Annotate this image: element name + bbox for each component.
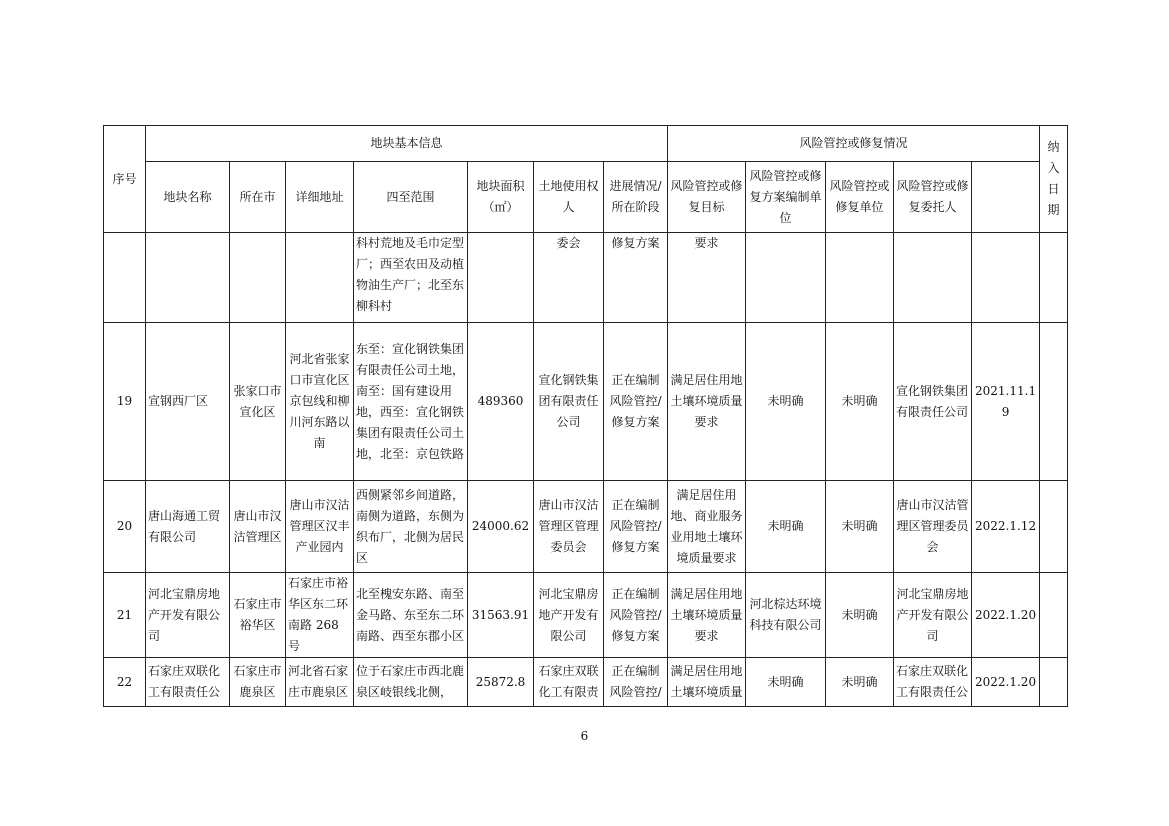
- cell-entrustor: [894, 233, 972, 323]
- cell-executor: 未明确: [826, 658, 894, 707]
- header-boundary: 四至范围: [354, 162, 468, 233]
- cell-city: [230, 233, 286, 323]
- header-included-date: 纳入日期: [1040, 126, 1068, 233]
- header-plan-unit: 风险管控或修复方案编制单位: [746, 162, 826, 233]
- cell-boundary: 北至槐安东路、南至金马路、东至东二环南路、西至东郡小区: [354, 573, 468, 658]
- cell-date: 2022.1.12: [972, 481, 1040, 573]
- header-address: 详细地址: [286, 162, 354, 233]
- header-executor: 风险管控或修复单位: [826, 162, 894, 233]
- cell-remark: [1040, 481, 1068, 573]
- cell-entrustor: 河北宝鼎房地产开发有限公司: [894, 573, 972, 658]
- header-target: 风险管控或修复目标: [668, 162, 746, 233]
- cell-city: 石家庄市鹿泉区: [230, 658, 286, 707]
- header-group-basic: 地块基本信息: [146, 126, 668, 162]
- header-entrustor: 风险管控或修复委托人: [894, 162, 972, 233]
- cell-boundary: 科村荒地及毛巾定型厂；西至农田及动植物油生产厂；北至东柳科村: [354, 233, 468, 323]
- cell-executor: 未明确: [826, 323, 894, 481]
- table-row: [104, 323, 1068, 481]
- cell-target: 满足居住用地土壤环境质量要求: [668, 323, 746, 481]
- cell-entrustor: 宣化钢铁集团有限责任公司: [894, 323, 972, 481]
- cell-remark: [1040, 573, 1068, 658]
- cell-name: 石家庄双联化工有限责任公: [146, 658, 230, 707]
- cell-land-user: 宣化钢铁集团有限责任公司: [534, 323, 604, 481]
- cell-remark: [1040, 658, 1068, 707]
- cell-executor: 未明确: [826, 481, 894, 573]
- table-row: [104, 658, 1068, 707]
- cell-land-user: 石家庄双联化工有限责: [534, 658, 604, 707]
- cell-seq: 19: [104, 323, 146, 481]
- cell-progress: 正在编制风险管控/修复方案: [604, 573, 668, 658]
- cell-plan-unit: 未明确: [746, 481, 826, 573]
- cell-remark: [1040, 233, 1068, 323]
- cell-name: 唐山海通工贸有限公司: [146, 481, 230, 573]
- cell-boundary: 西侧紧邻乡间道路，南侧为道路，东侧为织布厂，北侧为居民区: [354, 481, 468, 573]
- cell-address: 河北省石家庄市鹿泉区: [286, 658, 354, 707]
- cell-progress: 正在编制风险管控/修复方案: [604, 481, 668, 573]
- cell-plan-unit: [746, 233, 826, 323]
- cell-area: 489360: [468, 323, 534, 481]
- cell-target: 要求: [668, 233, 746, 323]
- cell-seq: [104, 233, 146, 323]
- header-name: 地块名称: [146, 162, 230, 233]
- cell-area: 31563.91: [468, 573, 534, 658]
- table-row: [104, 573, 1068, 658]
- header-area-unit: （㎡）: [482, 200, 519, 214]
- cell-city: 石家庄市裕华区: [230, 573, 286, 658]
- cell-name: 宣钢西厂区: [146, 323, 230, 481]
- cell-date: 2022.1.20: [972, 573, 1040, 658]
- cell-date: 2021.11.19: [972, 323, 1040, 481]
- header-land-user: 土地使用权人: [534, 162, 604, 233]
- cell-address: 唐山市汉沽管理区汉丰产业园内: [286, 481, 354, 573]
- cell-seq: 22: [104, 658, 146, 707]
- cell-city: 唐山市汉沽管理区: [230, 481, 286, 573]
- cell-city: 张家口市宣化区: [230, 323, 286, 481]
- header-city: 所在市: [230, 162, 286, 233]
- cell-entrustor: 唐山市汉沽管理区管理委员会: [894, 481, 972, 573]
- cell-area: 24000.62: [468, 481, 534, 573]
- cell-name: 河北宝鼎房地产开发有限公司: [146, 573, 230, 658]
- cell-boundary: 东至：宣化钢铁集团有限责任公司土地，南至：国有建设用地，西至：宣化钢铁集团有限责任公司土地，北至：京包铁路: [354, 323, 468, 481]
- header-group-risk: 风险管控或修复情况: [668, 126, 1040, 162]
- cell-remark: [1040, 323, 1068, 481]
- cell-progress: 正在编制风险管控/修复方案: [604, 323, 668, 481]
- header-group-row: [104, 126, 1068, 162]
- cell-plan-unit: 未明确: [746, 323, 826, 481]
- cell-date: 2022.1.20: [972, 658, 1040, 707]
- cell-target: 满足居住用地土壤环境质量要求: [668, 573, 746, 658]
- cell-address: 河北省张家口市宣化区京包线和柳川河东路以南: [286, 323, 354, 481]
- cell-seq: 20: [104, 481, 146, 573]
- cell-area: [468, 233, 534, 323]
- cell-land-user: 河北宝鼎房地产开发有限公司: [534, 573, 604, 658]
- cell-address: 石家庄市裕华区东二环南路 268 号: [286, 573, 354, 658]
- cell-executor: [826, 233, 894, 323]
- cell-name: [146, 233, 230, 323]
- header-area: [468, 162, 534, 233]
- header-seq: 序号: [104, 126, 146, 233]
- header-area-label: 地块面积: [476, 179, 525, 193]
- cell-target: 满足居住用地、商业服务业用地土壤环境质量要求: [668, 481, 746, 573]
- cell-date: [972, 233, 1040, 323]
- cell-entrustor: 石家庄双联化工有限责任公: [894, 658, 972, 707]
- cell-address: [286, 233, 354, 323]
- site-list-table: [103, 125, 1068, 707]
- cell-seq: 21: [104, 573, 146, 658]
- cell-progress: 修复方案: [604, 233, 668, 323]
- header-column-row: [104, 162, 1068, 233]
- table-row: [104, 481, 1068, 573]
- cell-plan-unit: 河北棕达环境科技有限公司: [746, 573, 826, 658]
- cell-target: 满足居住用地土壤环境质量: [668, 658, 746, 707]
- cell-plan-unit: 未明确: [746, 658, 826, 707]
- cell-executor: 未明确: [826, 573, 894, 658]
- cell-progress: 正在编制风险管控/: [604, 658, 668, 707]
- cell-land-user: 委会: [534, 233, 604, 323]
- header-progress: 进展情况/所在阶段: [604, 162, 668, 233]
- cell-boundary: 位于石家庄市西北鹿泉区岐银线北侧，: [354, 658, 468, 707]
- page-number: 6: [580, 729, 589, 743]
- table-row: [104, 233, 1068, 323]
- cell-land-user: 唐山市汉沽管理区管理委员会: [534, 481, 604, 573]
- cell-area: 25872.8: [468, 658, 534, 707]
